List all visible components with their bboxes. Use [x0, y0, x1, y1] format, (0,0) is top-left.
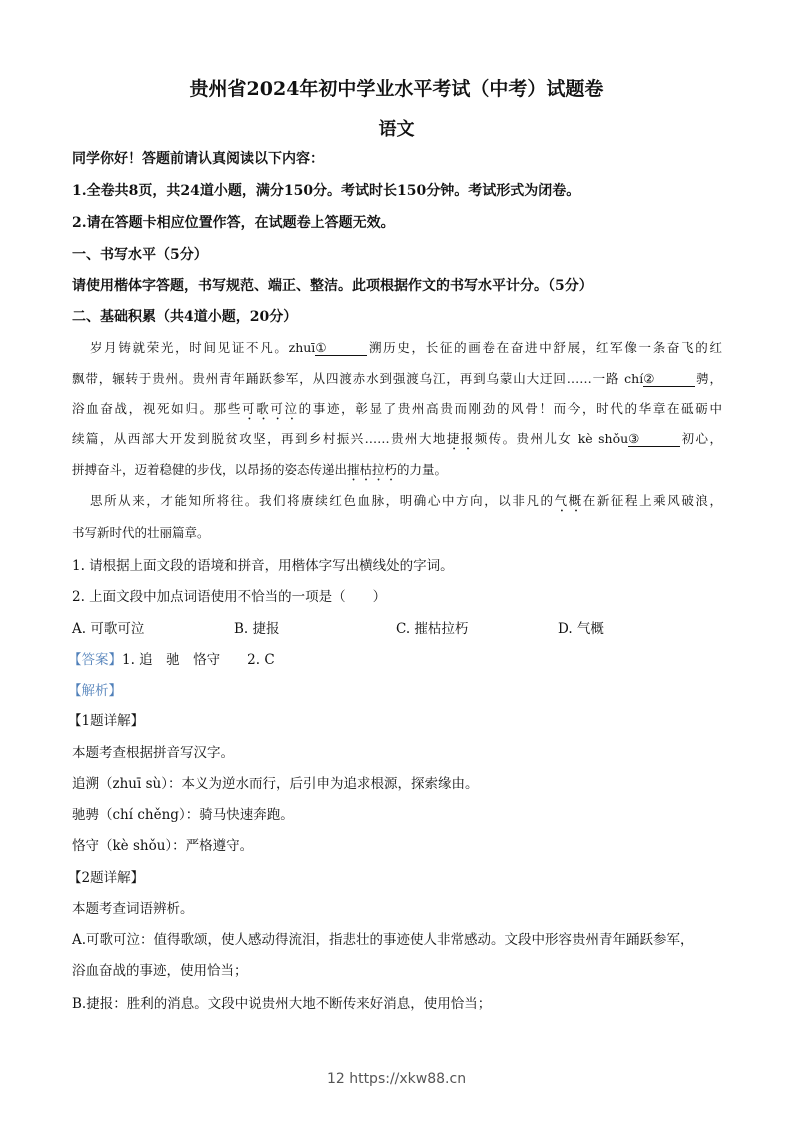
- blank-1: ①: [315, 341, 367, 356]
- option-c: C. 摧枯拉朽: [396, 621, 469, 637]
- analysis-label: 【解析】: [68, 683, 122, 699]
- explain-line: 驰骋（chí chěng）：骑马快速奔跑。: [72, 807, 294, 823]
- passage-line-1: 岁月铸就荣光，时间见证不凡。zhuī① 溯历史，长征的画卷在奋进中舒展，红军像一条奋飞的红: [90, 340, 722, 355]
- instruction-2: 2.请在答题卡相应位置作答，在试题卷上答题无效。: [72, 215, 395, 231]
- passage-line-6: 思所从来，才能知所将往。我们将赓续红色血脉，明确心中方向，以非凡的气概在新征程上乘风破浪，: [90, 493, 722, 508]
- dotted-word: 摧枯拉朽: [347, 462, 398, 477]
- passage-line-4: 续篇，从西部大开发到脱贫攻坚，再到乡村振兴……贵州大地捷报频传。贵州儿女 kè shǒu③ 初心，: [72, 431, 722, 446]
- option-d: D. 气概: [558, 621, 604, 637]
- explain-heading-1: 【1题详解】: [68, 713, 145, 729]
- subject-title: 语文: [378, 119, 415, 140]
- answer-label: 【答案】: [68, 652, 122, 668]
- passage-line-3: 浴血奋战，视死如归。那些可歌可泣的事迹，彰显了贵州高贵而刚劲的风骨！而今，时代的华章在砥砺中: [72, 401, 722, 416]
- option-b: B. 捷报: [234, 621, 280, 637]
- passage-line-7: 书写新时代的壮丽篇章。: [72, 525, 210, 540]
- explain-line: 本题考查词语辨析。: [72, 901, 194, 917]
- section1-heading: 一、书写水平（5分）: [72, 247, 208, 263]
- explain-line: 浴血奋战的事迹，使用恰当；: [72, 963, 248, 979]
- options: [72, 620, 720, 638]
- instruction-intro: 同学你好！答题前请认真阅读以下内容：: [72, 151, 324, 167]
- explain-line: 本题考查根据拼音写汉字。: [72, 745, 234, 761]
- dotted-word: 气概: [554, 493, 583, 508]
- question-1: 1. 请根据上面文段的语境和拼音，用楷体字写出横线处的字词。: [72, 558, 454, 574]
- explain-line: B.捷报：胜利的消息。文段中说贵州大地不断传来好消息，使用恰当；: [72, 996, 492, 1012]
- exam-title: 贵州省2024年初中学业水平考试（中考）试题卷: [189, 78, 604, 100]
- blank-3: ③: [628, 432, 680, 447]
- page-footer: 12 https://xkw88.cn: [326, 1071, 467, 1087]
- passage-line-2: 飘带，辗转于贵州。贵州青年踊跃参军，从四渡赤水到强渡乌江，再到乌蒙山大迂回……一路 chí② 骋，: [72, 371, 722, 386]
- blank-2: ②: [643, 372, 695, 387]
- explain-line: A.可歌可泣：值得歌颂，使人感动得流泪，指悲壮的事迹使人非常感动。文段中形容贵州青年踊跃参军，: [72, 932, 694, 948]
- passage-line-5: 拼搏奋斗，迈着稳健的步伐，以昂扬的姿态传递出摧枯拉朽的力量。: [72, 462, 448, 477]
- question-2: 2. 上面文段中加点词语使用不恰当的一项是（ ）: [72, 589, 387, 605]
- dotted-word: 可歌可泣: [242, 401, 299, 416]
- explain-line: 恪守（kè shǒu）：严格遵守。: [72, 838, 254, 854]
- option-a: A. 可歌可泣: [72, 621, 145, 637]
- section1-text: 请使用楷体字答题，书写规范、端正、整洁。此项根据作文的书写水平计分。（5分）: [72, 278, 593, 294]
- explain-heading-2: 【2题详解】: [68, 870, 145, 886]
- answer: 【答案】1. 追 驰 恪守 2. C: [68, 652, 275, 668]
- section2-heading: 二、基础积累（共4道小题，20分）: [72, 309, 298, 325]
- instruction-1: 1.全卷共8页，共24道小题，满分150分。考试时长150分钟。考试形式为闭卷。: [72, 183, 581, 199]
- dotted-word: 捷报: [446, 431, 475, 446]
- explain-line: 追溯（zhuī sù）：本义为逆水而行，后引申为追求根源，探索缘由。: [72, 776, 479, 792]
